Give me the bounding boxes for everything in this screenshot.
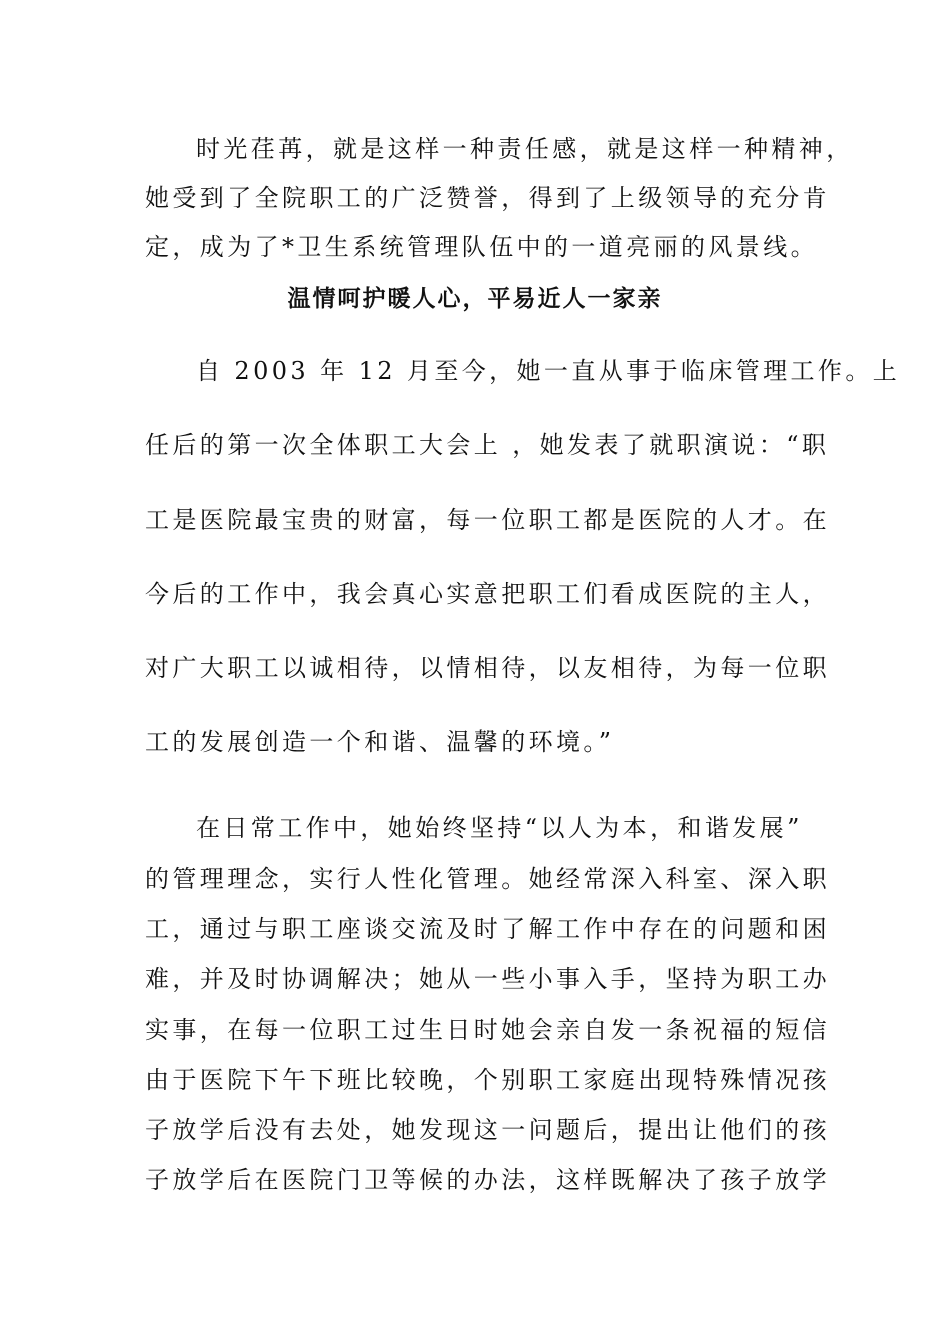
paragraph-1-line-2: 她受到了全院职工的广泛赞誉，得到了上级领导的充分肯 <box>145 184 830 212</box>
paragraph-3-line-8: 子放学后在医院门卫等候的办法，这样既解决了孩子放学 <box>145 1166 830 1194</box>
paragraph-3-line-4: 难，并及时协调解决；她从一些小事入手，坚持为职工办 <box>145 965 830 993</box>
paragraph-3-line-2: 的管理理念，实行人性化管理。她经常深入科室、深入职 <box>145 865 830 893</box>
paragraph-1-line-1: 时光荏苒，就是这样一种责任感，就是这样一种精神， <box>196 135 854 163</box>
paragraph-3-line-3: 工，通过与职工座谈交流及时了解工作中存在的问题和困 <box>145 915 830 943</box>
paragraph-3-line-1: 在日常工作中，她始终坚持“以人为本，和谐发展” <box>196 814 803 842</box>
paragraph-3-line-6: 由于医院下午下班比较晚，个别职工家庭出现特殊情况孩 <box>145 1066 830 1094</box>
paragraph-3-line-7: 子放学后没有去处，她发现这一问题后，提出让他们的孩 <box>145 1116 830 1144</box>
paragraph-2-line-5: 对广大职工以诚相待，以情相待，以友相待，为每一位职 <box>145 654 830 682</box>
section-heading: 温情呵护暖人心，平易近人一家亲 <box>287 286 663 312</box>
paragraph-1-line-3: 定，成为了*卫生系统管理队伍中的一道亮丽的风景线。 <box>145 233 818 261</box>
paragraph-2-line-4: 今后的工作中，我会真心实意把职工们看成医院的主人， <box>145 580 830 608</box>
paragraph-2-line-2: 任后的第一次全体职工大会上 ，她发表了就职演说：“职 <box>145 431 830 459</box>
paragraph-2-line-1: 自 2003 年 12 月至今，她一直从事于临床管理工作。上 <box>196 357 901 385</box>
paragraph-3-line-5: 实事，在每一位职工过生日时她会亲自发一条祝福的短信 <box>145 1016 830 1044</box>
paragraph-2-line-6: 工的发展创造一个和谐、温馨的环境。” <box>145 728 615 756</box>
paragraph-2-line-3: 工是医院最宝贵的财富，每一位职工都是医院的人才。在 <box>145 506 830 534</box>
